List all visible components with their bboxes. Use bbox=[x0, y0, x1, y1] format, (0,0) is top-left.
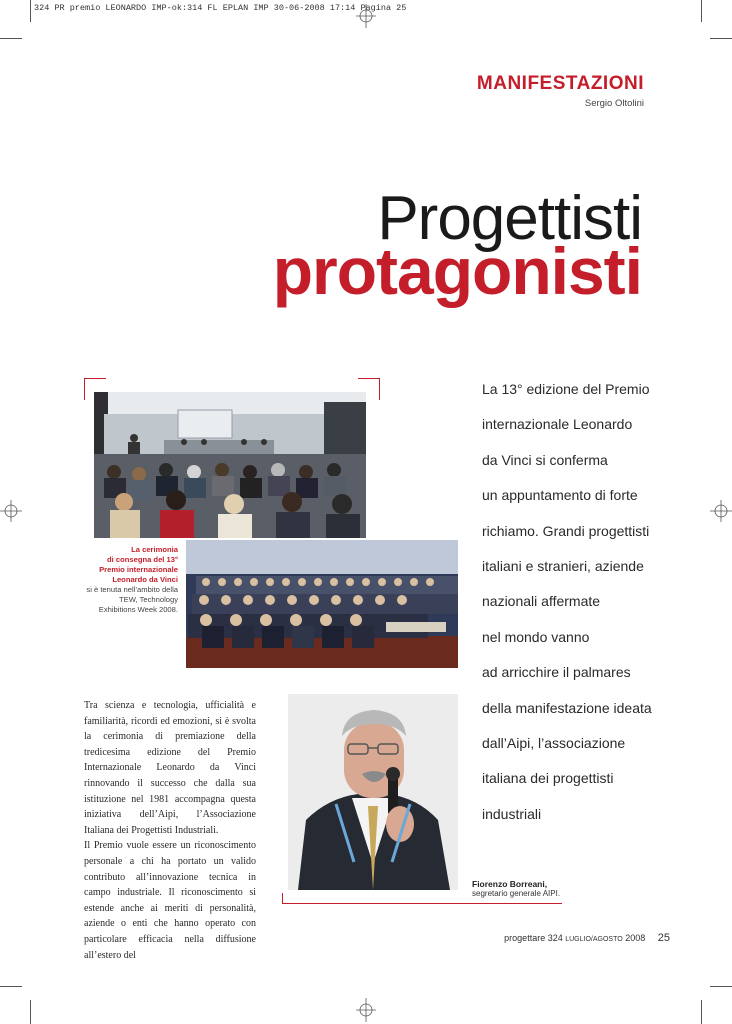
portrait-photo bbox=[288, 694, 458, 890]
footer-magazine: progettare 324 bbox=[504, 933, 563, 943]
lead-line: della manifestazione ideata bbox=[482, 699, 652, 716]
trim-mark-br-v bbox=[701, 1000, 702, 1024]
trim-mark-tr-h bbox=[710, 38, 732, 39]
article-body bbox=[84, 698, 256, 963]
lead-line: nel mondo vanno bbox=[482, 628, 590, 645]
portrait-rule-h bbox=[282, 903, 562, 904]
body-paragraph: Tra scienza e tecnologia, ufficialità e familiarità, ricordi ed emozioni, si è svolta la cerimonia di premiazione della tredicesima edizione del Premio Internazionale Leonardo da Vinci rinnovando il successo che dalla sua istituzione nel 1981 accompagna questa iniziativa dell’Aipi, l’Associazione Italiana dei Progettisti Industriali. bbox=[84, 700, 256, 836]
print-slug: 324 PR premio LEONARDO IMP-ok:314 FL EPLAN IMP 30-06-2008 17:14 Pagina 25 bbox=[34, 3, 407, 13]
lead-line: italiana dei progettisti bbox=[482, 770, 614, 787]
photo-caption-bold-line: Leonardo da Vinci bbox=[112, 575, 178, 584]
section-heading: MANIFESTAZIONI bbox=[476, 73, 644, 94]
frame-corner-tr-v bbox=[379, 378, 380, 400]
photo-caption-line: si è tenuta nell’ambito della bbox=[86, 585, 178, 594]
lead-line: italiani e stranieri, aziende bbox=[482, 558, 644, 575]
body-paragraph: Il Premio vuole essere un riconoscimento personale a chi ha portato un valido contributo all’innovazione tecnica in campo industriale. Il riconoscimento si estende anche ai meriti di personalità, aziende o enti che hanno operato con particolare efficacia nella diffusione all’estero del bbox=[84, 840, 256, 961]
portrait-caption-role: segretario generale AIPI. bbox=[472, 889, 561, 898]
photo-caption-line: TEW, Technology bbox=[119, 595, 178, 604]
photo-caption-bold-line: Premio internazionale bbox=[99, 565, 178, 574]
registration-mark-left bbox=[0, 500, 22, 522]
trim-mark-tl-h bbox=[0, 38, 22, 39]
footer-issue: LUGLIO/AGOSTO bbox=[565, 936, 623, 943]
trim-mark-br-h bbox=[710, 986, 732, 987]
lead-line: internazionale Leonardo bbox=[482, 416, 633, 433]
lead-line: richiamo. Grandi progettisti bbox=[482, 522, 650, 539]
registration-mark-right bbox=[710, 500, 732, 522]
frame-corner-tr-h bbox=[358, 378, 380, 379]
title-line-2: protagonisti bbox=[272, 234, 642, 308]
frame-corner-tl-v bbox=[84, 378, 85, 400]
trim-mark-tl-v bbox=[30, 0, 31, 22]
trim-mark-bl-h bbox=[0, 986, 22, 987]
registration-mark-top bbox=[356, 4, 376, 28]
frame-corner-tl-h bbox=[84, 378, 106, 379]
trim-mark-tr-v bbox=[701, 0, 702, 22]
portrait-caption-name: Fiorenzo Borreani, bbox=[472, 879, 548, 889]
footer-year: 2008 bbox=[625, 933, 646, 943]
lead-line: ad arricchire il palmares bbox=[482, 664, 631, 681]
photo-caption bbox=[70, 545, 178, 615]
photo-caption-line: Exhibitions Week 2008. bbox=[98, 605, 178, 614]
conference-photo-audience bbox=[94, 392, 366, 538]
photo-caption-bold-line: La cerimonia bbox=[131, 545, 178, 554]
lead-line: nazionali affermate bbox=[482, 593, 601, 610]
portrait-rule-v bbox=[282, 893, 283, 903]
page-number: 25 bbox=[657, 932, 670, 944]
photo-caption-bold-line: di consegna del 13° bbox=[107, 555, 178, 564]
lead-line: industriali bbox=[482, 805, 542, 822]
portrait-caption bbox=[472, 879, 560, 899]
title-line-1: Progettisti bbox=[377, 184, 642, 253]
page-footer bbox=[504, 932, 670, 944]
lead-line: dall’Aipi, l’associazione bbox=[482, 735, 626, 752]
lead-paragraph bbox=[482, 372, 682, 832]
lead-line: La 13° edizione del Premio bbox=[482, 381, 650, 397]
author-name: Sergio Oltolini bbox=[584, 98, 644, 109]
lead-line: da Vinci si conferma bbox=[482, 451, 608, 468]
conference-photo-seated-rows bbox=[186, 540, 458, 668]
trim-mark-bl-v bbox=[30, 1000, 31, 1024]
registration-mark-bottom bbox=[356, 998, 376, 1022]
lead-line: un appuntamento di forte bbox=[482, 487, 638, 504]
